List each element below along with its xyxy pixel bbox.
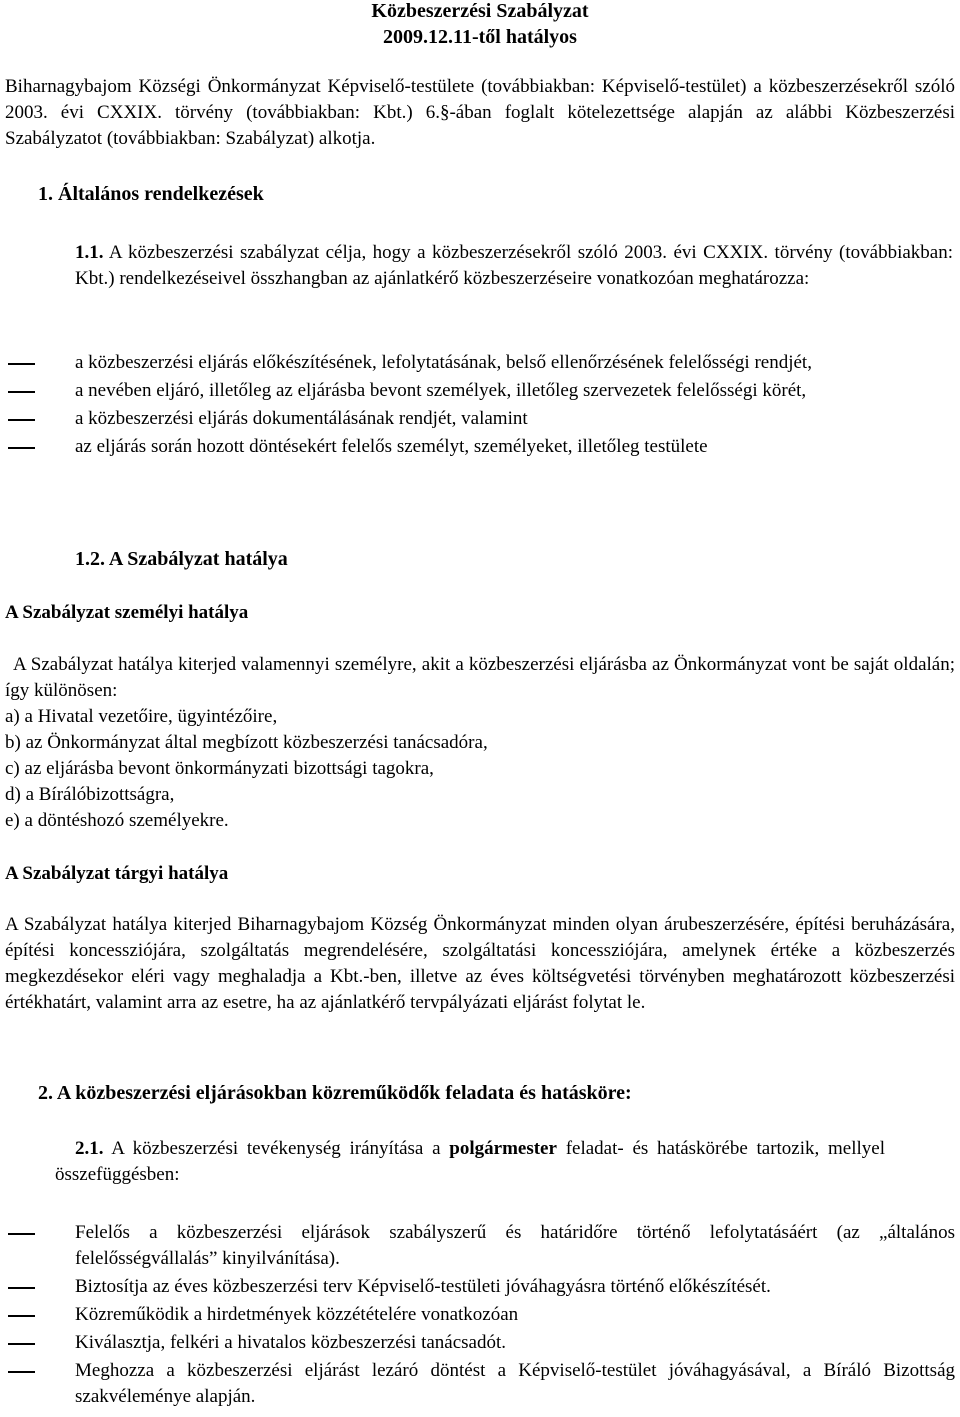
dash-icon [8,1315,35,1317]
mayor-term: polgármester [449,1138,557,1159]
list-item: a közbeszerzési eljárás előkészítésének, lefolytatásának, belső ellenőrzésének felelősségi rendjét, [0,350,955,376]
dash-icon [8,363,35,365]
document-title: Közbeszerzési Szabályzat [371,0,589,22]
section-2-1-text-b: feladat- és hatáskörébe tartozik, mellyel összefüggésben: [55,1138,885,1185]
dash-icon [8,1233,35,1235]
list-item: e) a döntéshozó személyekre. [5,810,229,831]
section-1-bullets [0,350,960,462]
section-1-1-number: 1.1. [75,242,104,263]
list-item: Közreműködik a hirdetmények közzétételére vonatkozóan [0,1302,955,1328]
dash-icon [8,1371,35,1373]
material-scope-text: A Szabályzat hatálya kiterjed Biharnagybajom Község Önkormányzat minden olyan árubeszerzésére, építési beruházására, építési koncessziójára, szolgáltatás megrendelésére, szolgáltatási koncessziójára, amelynek értéke a közbeszerzés megkezdésekor eléri vagy meghaladja a Kbt.-ben, illetve az éves költségvetési törvényben meghatározott közbeszerzési értékhatárt, valamint arra az esetre, ha az ajánlatkérő tervpályázati eljárást folytat le. [5,914,955,1013]
dash-icon [8,1343,35,1345]
list-item: a közbeszerzési eljárás dokumentálásának rendjét, valamint [0,406,955,432]
personal-scope-list [5,704,955,834]
section-2-1-paragraph [55,1136,885,1188]
section-2-1-text-a: A közbeszerzési tevékenység irányítása a [111,1138,441,1159]
effective-date: 2009.12.11-től hatályos [383,26,577,48]
dash-icon [8,391,35,393]
dash-icon [8,419,35,421]
list-item: a) a Hivatal vezetőire, ügyintézőire, [5,706,278,727]
section-2-heading: 2. A közbeszerzési eljárásokban közreműködők feladata és hatásköre: [38,1082,632,1104]
list-item: az eljárás során hozott döntésekért felelős személyt, személyeket, illetőleg testülete [0,434,955,460]
list-item: Biztosítja az éves közbeszerzési terv Képviselő-testületi jóváhagyásra történő előkészítését. [0,1274,955,1300]
list-item: Meghozza a közbeszerzési eljárást lezáró döntést a Képviselő-testület jóváhagyásával, a Bíráló Bizottság szakvéleménye alapján. [0,1358,955,1410]
section-1-1-text: A közbeszerzési szabályzat célja, hogy a közbeszerzésekről szóló 2003. évi CXXIX. törvény (továbbiakban: Kbt.) rendelkezéseivel összhangban az ajánlatkérő közbeszerzéseire vonatkozóan meghatározza: [75,242,954,289]
personal-scope-text: A Szabályzat hatálya kiterjed valamennyi személyre, akit a közbeszerzési eljárásba az Önkormányzat vont be saját oldalán; így különösen: [5,654,955,701]
material-scope-heading: A Szabályzat tárgyi hatálya [5,863,229,884]
list-item: Kiválasztja, felkéri a hivatalos közbeszerzési tanácsadót. [0,1330,955,1356]
section-2-1-number: 2.1. [75,1138,104,1159]
section-1-heading: 1. Általános rendelkezések [38,183,264,205]
section-2-bullets [0,1220,960,1412]
list-item: Felelős a közbeszerzési eljárások szabályszerű és határidőre történő lefolytatásáért (az „általános felelősségvállalás” kinyilvánítása). [0,1220,955,1272]
section-1-1-paragraph [75,240,953,292]
personal-scope-heading: A Szabályzat személyi hatálya [5,602,249,623]
dash-icon [8,447,35,449]
list-item: a nevében eljáró, illetőleg az eljárásba bevont személyek, illetőleg szervezetek felelősségi körét, [0,378,955,404]
section-1-2-heading: 1.2. A Szabályzat hatálya [75,548,288,570]
list-item: c) az eljárásba bevont önkormányzati bizottsági tagokra, [5,758,434,779]
list-item: d) a Bírálóbizottságra, [5,784,175,805]
dash-icon [8,1287,35,1289]
intro-paragraph: Biharnagybajom Községi Önkormányzat Képviselő-testülete (továbbiakban: Képviselő-testület) a közbeszerzésekről szóló 2003. évi CXXIX. törvény (továbbiakban: Kbt.) 6.§-ában foglalt kötelezettsége alapján az alábbi Közbeszerzési Szabályzatot (továbbiakban: Szabályzat) alkotja. [5,76,955,149]
list-item: b) az Önkormányzat által megbízott közbeszerzési tanácsadóra, [5,732,488,753]
